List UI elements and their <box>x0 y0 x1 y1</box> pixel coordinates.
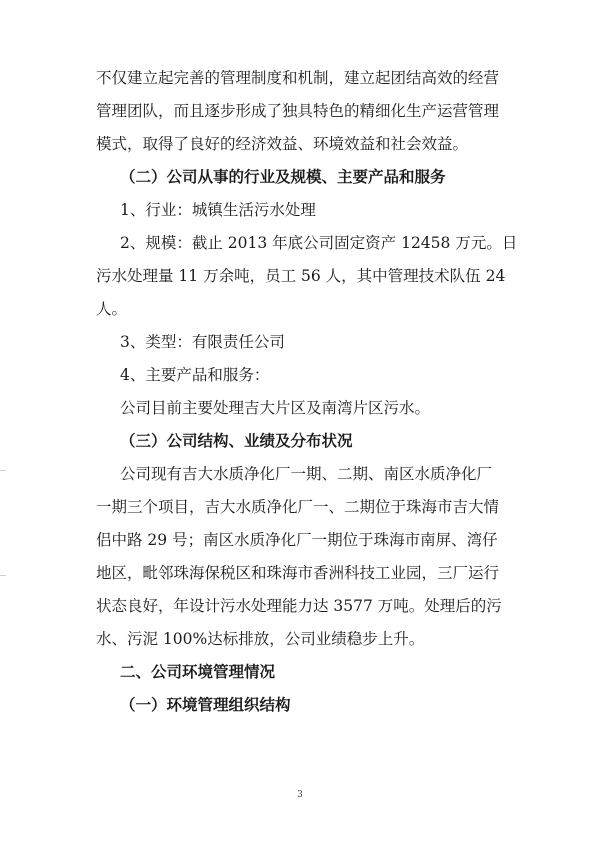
section-3-line-4: 地区，毗邻珠海保税区和珠海市香洲科技工业园，三厂运行 <box>96 564 500 582</box>
chapter-2-subheading: （一）环境管理组织结构 <box>120 695 291 714</box>
section-3-line-6: 水、污泥 100%达标排放，公司业绩稳步上升。 <box>96 630 425 648</box>
section-3-line-1: 公司现有吉大水质净化厂一期、二期、南区水质净化厂 <box>120 465 493 483</box>
intro-line-2: 管理团队，而且逐步形成了独具特色的精细化生产运营管理 <box>96 102 500 120</box>
page-number: 3 <box>297 790 303 800</box>
scan-edge-mark <box>0 575 6 576</box>
section-2-item-3: 3、类型：有限责任公司 <box>120 333 285 351</box>
section-3-line-2: 一期三个项目，吉大水质净化厂一、二期位于珠海市吉大情 <box>96 498 500 516</box>
section-2-heading: （二）公司从事的行业及规模、主要产品和服务 <box>120 167 446 186</box>
section-2-item-4: 4、主要产品和服务： <box>120 366 270 384</box>
section-2-item-2-line-3: 人。 <box>96 300 128 318</box>
section-3-line-5: 状态良好，年设计污水处理能力达 3577 万吨。处理后的污 <box>96 597 502 615</box>
intro-line-3: 模式，取得了良好的经济效益、环境效益和社会效益。 <box>96 135 469 153</box>
section-3-heading: （三）公司结构、业绩及分布状况 <box>120 431 353 450</box>
section-3-line-3: 侣中路 29 号；南区水质净化厂一期位于珠海市南屏、湾仔 <box>96 531 498 549</box>
scan-edge-mark <box>0 470 6 471</box>
section-2-item-1: 1、行业：城镇生活污水处理 <box>120 201 316 219</box>
section-2-item-2-line-1: 2、规模：截止 2013 年底公司固定资产 12458 万元。日 <box>120 234 518 252</box>
intro-line-1: 不仅建立起完善的管理制度和机制，建立起团结高效的经营 <box>96 69 500 87</box>
section-2-item-4-detail: 公司目前主要处理吉大片区及南湾片区污水。 <box>120 399 431 417</box>
section-2-item-2-line-2: 污水处理量 11 万余吨，员工 56 人，其中管理技术队伍 24 <box>96 267 506 285</box>
chapter-2-heading: 二、公司环境管理情况 <box>120 662 276 681</box>
